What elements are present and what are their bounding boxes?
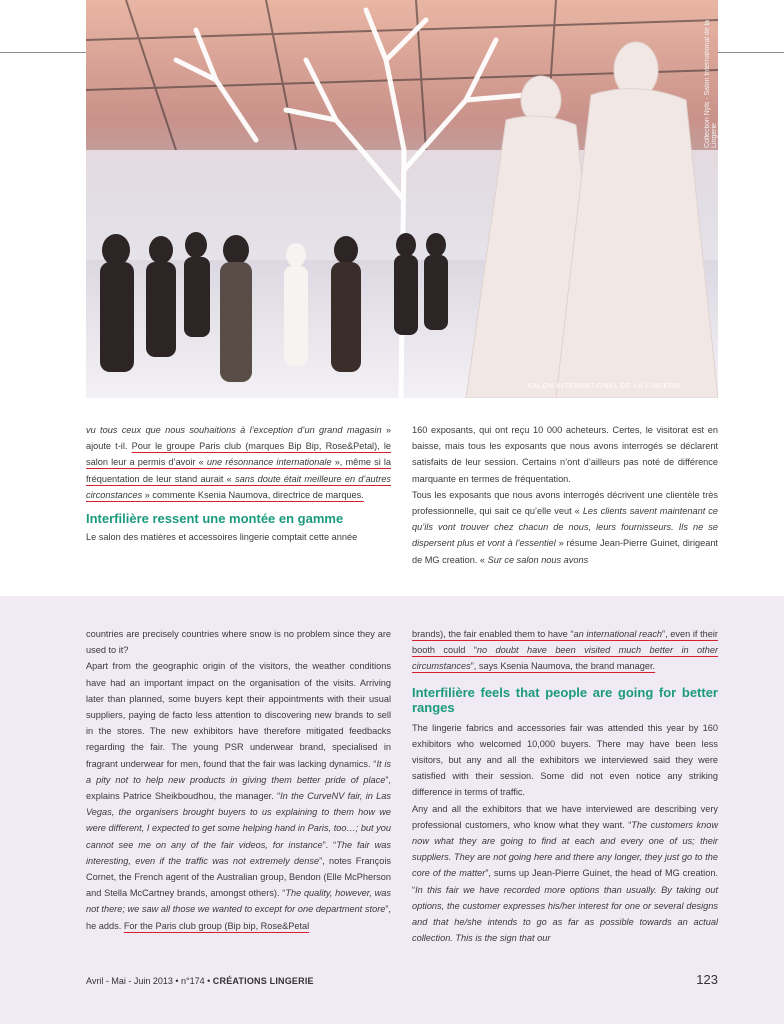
english-right-column xyxy=(412,626,718,946)
text-span: an international reach xyxy=(573,629,663,639)
event-photo-illustration xyxy=(86,0,718,398)
french-right-paragraph-2 xyxy=(412,487,718,568)
text-span: no doubt have been visited much better in other circumstances xyxy=(412,645,719,672)
event-photo xyxy=(86,0,718,398)
english-section-heading: Interfilière feels that people are going for better ranges xyxy=(412,684,718,716)
english-left-column xyxy=(86,626,391,934)
text-span: vu tous ceux que nous souhaitions à l’exception d’un grand magasin xyxy=(86,425,382,435)
text-span: In this fair we have recorded more options than usually. By taking out options, the customer expresses his/her interest for one or several designs and that he/she intends to go as far as possible towards an actual collection. This is the sign that our xyxy=(412,884,718,944)
text-span: ”, says Ksenia Naumova, the brand manager. xyxy=(470,661,656,672)
text-span: It is a pity not to help new products in giving them better pride of place xyxy=(86,758,391,785)
footer-magazine-name: CRÉATIONS LINGERIE xyxy=(212,976,314,986)
footer-issue-date: Avril - Mai - Juin 2013 • n°174 • xyxy=(86,976,213,986)
text-span: ”, even if their booth could “ xyxy=(412,629,718,656)
english-left-paragraph-1: countries are precisely countries where snow is no problem since they are used to it? xyxy=(86,629,391,656)
english-left-paragraph-2 xyxy=(86,658,391,933)
text-span: », même si la fréquentation de leur stand aurait « xyxy=(86,457,392,484)
footer-issue-info xyxy=(86,976,314,986)
text-span: In the CurveNV fair, in Las Vegas, the organisers brought buyers to us explaining to them how we were different, I expected to get some helping hand in Paris, too…; but you cannot see me on any of the fair videos, for instance xyxy=(86,791,391,850)
text-span: » ajoute t-il. xyxy=(86,425,391,452)
french-left-column xyxy=(86,422,391,545)
text-span: The fair was interesting, even if the traffic was not extremely dense xyxy=(86,839,391,866)
top-rule-right xyxy=(718,52,784,53)
text-span: sans doute était meilleure en d’autres circonstances xyxy=(86,473,391,500)
english-right-paragraph-3 xyxy=(412,801,718,947)
text-span: The customers know now what they are going to find at each and every one of us; their suppliers. They are not going here and there any longer, they just go to the core of the matter xyxy=(412,819,718,879)
text-span: Tous les exposants que nous avons interrogés décrivent une clientèle très professionnelle, qui sait ce qu’elle veut « xyxy=(412,489,718,517)
page-number: 123 xyxy=(696,972,718,987)
text-span: ”, he adds. xyxy=(86,904,391,931)
english-right-paragraph-1 xyxy=(412,626,718,675)
top-rule-left xyxy=(0,52,86,53)
text-span: ”, sums up Jean-Pierre Guinet, the head of MG creation. “ xyxy=(412,868,718,895)
photo-sign-text: SALON INTERNATIONAL DE LA LINGERIE xyxy=(527,383,682,390)
text-span: » résume Jean-Pierre Guinet, dirigeant de MG creation. « xyxy=(412,538,718,565)
text-span: Pour le groupe Paris club (marques Bip Bip, Rose&Petal), le salon leur a permis d’avoir « xyxy=(86,441,392,468)
text-span: Sur ce salon nous avons xyxy=(487,554,589,565)
text-span: Les clients savent maintenant ce qu’ils vont trouver chez chacun de nous, leurs fournisseurs. Ils ne se dispersent plus et vont à l’essentiel xyxy=(412,506,718,549)
french-right-column xyxy=(412,422,718,568)
text-span: » commente Ksenia Naumova, directrice de marques. xyxy=(142,489,364,500)
text-span: brands), the fair enabled them to have “ xyxy=(412,629,574,639)
french-left-paragraph-2: Le salon des matières et accessoires lingerie comptait cette année xyxy=(86,532,358,543)
text-span: Apart from the geographic origin of the visitors, the weather conditions have had an important impact on the organisation of the visits. Arriving later than planned, some buyers kept their appointments with their usual suppliers, paying de facto less attention to discovering new brands to sell in the stores. The new exhibitors have therefore mitigated feedbacks regarding the fair. The young PSR underwear brand, specialised in fragrant underwear for men, found that the fair was lacking dynamics. “ xyxy=(86,661,391,769)
underlined-quote xyxy=(412,629,718,671)
text-span: ”, notes François Cornet, the French agent of the Australian group, Bendon (Elle McPherson and Stella McCartney brands, amongst others). “ xyxy=(86,855,391,899)
underlined-quote xyxy=(86,441,391,500)
photo-credit: Collection Nyls · Salon International de la Lingerie xyxy=(704,19,718,148)
text-span: Any and all the exhibitors that we have interviewed are describing very professional customers, who know what they want. “ xyxy=(412,803,718,830)
french-left-paragraph-1 xyxy=(86,422,391,503)
french-section-heading: Interfilière ressent une montée en gamme xyxy=(86,511,344,527)
text-span: une résonnance internationale xyxy=(206,457,332,468)
english-right-paragraph-2: The lingerie fabrics and accessories fair was attended this year by 160 exhibitors who welcomed 10,000 buyers. There may have been less visitors, but any and all the exhibitors we interviewed said they were satisfied with their session. Some did not even notice any striking difference in terms of traffic. xyxy=(412,722,718,798)
text-span: ”. “ xyxy=(322,839,337,850)
text-span: ”, explains Patrice Sheikboudhou, the manager. “ xyxy=(86,774,391,802)
text-span: The quality, however, was not there; we saw all those we wanted to except for one department store xyxy=(86,888,391,915)
french-right-paragraph-1: 160 exposants, qui ont reçu 10 000 acheteurs. Certes, le visitorat est en baisse, mais tous les exposants que nous avons interrogés se déclarent satisfaits de leur session. Certains n’ont d’ailleurs pas noté de différence marquante en termes de fréquentation. xyxy=(412,425,718,484)
underlined-quote: For the Paris club group (Bip bip, Rose&Petal xyxy=(123,920,310,931)
